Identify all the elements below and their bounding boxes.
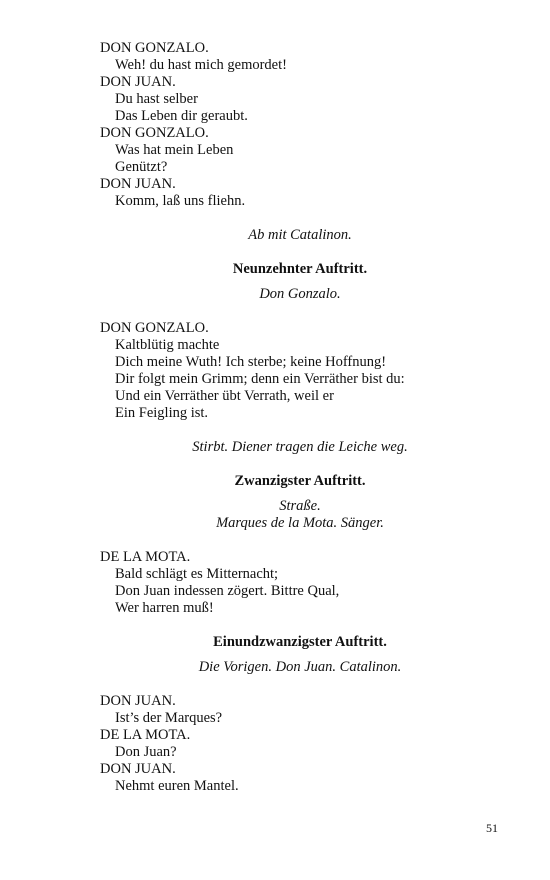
page-number: 51 bbox=[486, 821, 498, 835]
dialogue-line: Weh! du hast mich gemordet! bbox=[115, 57, 287, 73]
stage-direction: Ab mit Catalinon. bbox=[248, 227, 352, 243]
dialogue-line: Nehmt euren Mantel. bbox=[115, 778, 239, 794]
spacer bbox=[100, 278, 500, 286]
speaker-name: DON JUAN. bbox=[100, 74, 176, 90]
dialogue-line: Was hat mein Leben bbox=[115, 142, 234, 158]
speaker-name: DE LA MOTA. bbox=[100, 549, 191, 565]
spacer bbox=[100, 210, 500, 227]
page-body bbox=[100, 40, 500, 795]
stage-direction: Marques de la Mota. Sänger. bbox=[216, 515, 384, 531]
spacer bbox=[100, 532, 500, 549]
spacer bbox=[100, 303, 500, 320]
spacer bbox=[100, 490, 500, 498]
dialogue-line: Dich meine Wuth! Ich sterbe; keine Hoffnung! bbox=[115, 354, 387, 370]
speaker-name: DON JUAN. bbox=[100, 693, 176, 709]
speaker-name: DON GONZALO. bbox=[100, 125, 209, 141]
scene-heading: Neunzehnter Auftritt. bbox=[232, 261, 368, 277]
stage-direction: Die Vorigen. Don Juan. Catalinon. bbox=[198, 659, 402, 675]
speaker-name: DON GONZALO. bbox=[100, 40, 209, 56]
spacer bbox=[100, 617, 500, 634]
dialogue-line: Das Leben dir geraubt. bbox=[115, 108, 248, 124]
speaker-name: DON JUAN. bbox=[100, 176, 176, 192]
stage-direction: Stirbt. Diener tragen die Leiche weg. bbox=[192, 439, 408, 455]
dialogue-line: Bald schlägt es Mitternacht; bbox=[115, 566, 279, 582]
dialogue-line: Wer harren muß! bbox=[115, 600, 214, 616]
dialogue-line: Dir folgt mein Grimm; denn ein Verräther bist du: bbox=[115, 371, 405, 387]
dialogue-line: Komm, laß uns fliehn. bbox=[115, 193, 246, 209]
speaker-name: DE LA MOTA. bbox=[100, 727, 191, 743]
dialogue-line: Ein Feigling ist. bbox=[115, 405, 209, 421]
stage-direction: Straße. bbox=[279, 498, 321, 514]
dialogue-line: Und ein Verräther übt Verrath, weil er bbox=[115, 388, 334, 404]
dialogue-line: Genützt? bbox=[115, 159, 168, 175]
scene-heading: Zwanzigster Auftritt. bbox=[234, 473, 366, 489]
spacer bbox=[100, 456, 500, 473]
spacer bbox=[100, 676, 500, 693]
stage-direction: Don Gonzalo. bbox=[259, 286, 341, 302]
dialogue-line: Don Juan? bbox=[115, 744, 177, 760]
spacer bbox=[100, 244, 500, 261]
dialogue-line: Ist’s der Marques? bbox=[115, 710, 223, 726]
speaker-name: DON JUAN. bbox=[100, 761, 176, 777]
spacer bbox=[100, 651, 500, 659]
dialogue-line: Kaltblütig machte bbox=[115, 337, 220, 353]
dialogue-line: Don Juan indessen zögert. Bittre Qual, bbox=[115, 583, 340, 599]
scene-heading: Einundzwanzigster Auftritt. bbox=[213, 634, 387, 650]
spacer bbox=[100, 422, 500, 439]
dialogue-line: Du hast selber bbox=[115, 91, 198, 107]
speaker-name: DON GONZALO. bbox=[100, 320, 209, 336]
